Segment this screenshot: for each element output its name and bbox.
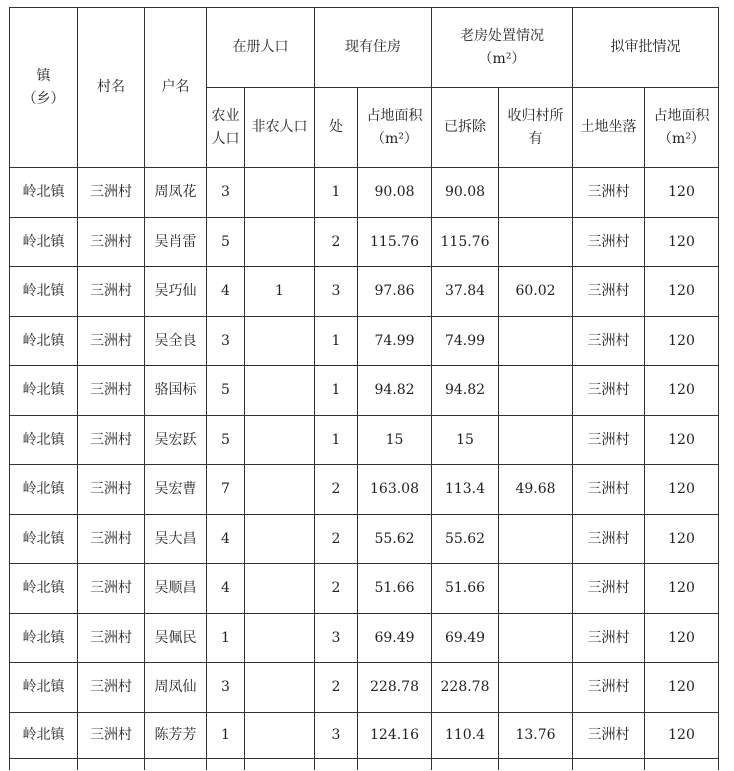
cell-reclaimed: 49.68 (499, 465, 573, 515)
header-reclaimed: 收归村所 有 (499, 88, 573, 168)
cell-land-location: 三洲村 (573, 267, 645, 317)
cell-land-location: 三洲村 (573, 465, 645, 515)
table-row (10, 564, 719, 614)
table-row (10, 663, 719, 713)
cell-land-location: 三洲村 (573, 316, 645, 366)
cell-demolished: 94.82 (432, 366, 499, 416)
cell-empty (245, 758, 315, 770)
cell-village: 三洲村 (78, 366, 145, 416)
cell-demolished: 37.84 (432, 267, 499, 317)
cell-town: 岭北镇 (10, 712, 78, 758)
cell-count: 2 (315, 514, 358, 564)
cell-demolished: 115.76 (432, 217, 499, 267)
cell-area: 94.82 (358, 366, 432, 416)
housing-table (9, 7, 719, 770)
cell-area: 55.62 (358, 514, 432, 564)
cell-land-location: 三洲村 (573, 366, 645, 416)
table-row (10, 415, 719, 465)
cell-demolished: 51.66 (432, 564, 499, 614)
cell-land-location: 三洲村 (573, 514, 645, 564)
header-current-housing: 现有住房 (315, 8, 432, 88)
cell-empty (573, 758, 645, 770)
cell-village: 三洲村 (78, 168, 145, 218)
cell-non-agricultural (245, 415, 315, 465)
header-count: 处 (315, 88, 358, 168)
header-approval: 拟审批情况 (573, 8, 719, 88)
table-row (10, 316, 719, 366)
cell-count: 2 (315, 663, 358, 713)
cell-non-agricultural (245, 712, 315, 758)
table-row (10, 217, 719, 267)
cell-household: 吴肖雷 (145, 217, 207, 267)
cell-approved-area: 120 (645, 217, 719, 267)
cell-land-location: 三洲村 (573, 168, 645, 218)
cell-household: 吴宏曹 (145, 465, 207, 515)
cell-village: 三洲村 (78, 613, 145, 663)
cell-approved-area: 120 (645, 712, 719, 758)
cell-household: 吴宏跃 (145, 415, 207, 465)
cell-land-location: 三洲村 (573, 217, 645, 267)
cell-demolished: 110.4 (432, 712, 499, 758)
cell-town: 岭北镇 (10, 514, 78, 564)
cell-agricultural: 4 (207, 267, 245, 317)
cell-reclaimed: 60.02 (499, 267, 573, 317)
table-row (10, 267, 719, 317)
cell-empty (645, 758, 719, 770)
cell-non-agricultural (245, 465, 315, 515)
cell-village: 三洲村 (78, 514, 145, 564)
cell-reclaimed (499, 663, 573, 713)
cell-land-location: 三洲村 (573, 613, 645, 663)
cell-count: 1 (315, 366, 358, 416)
header-household: 户名 (145, 8, 207, 168)
cell-demolished: 228.78 (432, 663, 499, 713)
header-row-1 (10, 8, 719, 88)
cell-town: 岭北镇 (10, 168, 78, 218)
cell-approved-area: 120 (645, 514, 719, 564)
cell-town: 岭北镇 (10, 613, 78, 663)
cell-village: 三洲村 (78, 267, 145, 317)
cell-agricultural: 4 (207, 564, 245, 614)
cell-reclaimed (499, 613, 573, 663)
cell-household: 吴巧仙 (145, 267, 207, 317)
cell-agricultural: 7 (207, 465, 245, 515)
cell-demolished: 74.99 (432, 316, 499, 366)
cell-count: 1 (315, 415, 358, 465)
cell-count: 3 (315, 613, 358, 663)
cell-approved-area: 120 (645, 663, 719, 713)
cell-count: 3 (315, 267, 358, 317)
cell-household: 周凤仙 (145, 663, 207, 713)
cell-area: 74.99 (358, 316, 432, 366)
cell-non-agricultural (245, 168, 315, 218)
header-demolished: 已拆除 (432, 88, 499, 168)
table-row-cutoff (10, 758, 719, 770)
cell-agricultural: 5 (207, 366, 245, 416)
cell-town: 岭北镇 (10, 663, 78, 713)
header-area: 占地面积 （m²） (358, 88, 432, 168)
cell-count: 1 (315, 168, 358, 218)
table-row (10, 712, 719, 758)
cell-household: 周凤花 (145, 168, 207, 218)
cell-empty (358, 758, 432, 770)
cell-town: 岭北镇 (10, 415, 78, 465)
cell-area: 124.16 (358, 712, 432, 758)
cell-village: 三洲村 (78, 316, 145, 366)
cell-reclaimed: 13.76 (499, 712, 573, 758)
cell-approved-area: 120 (645, 613, 719, 663)
table-row (10, 168, 719, 218)
cell-count: 1 (315, 316, 358, 366)
header-old-house-disposal: 老房处置情况 （m²） (432, 8, 573, 88)
cell-village: 三洲村 (78, 465, 145, 515)
header-land-location: 土地坐落 (573, 88, 645, 168)
cell-demolished: 55.62 (432, 514, 499, 564)
cell-approved-area: 120 (645, 316, 719, 366)
header-approved-area: 占地面积 （m²） (645, 88, 719, 168)
cell-demolished: 69.49 (432, 613, 499, 663)
cell-agricultural: 1 (207, 613, 245, 663)
cell-area: 228.78 (358, 663, 432, 713)
cell-non-agricultural (245, 564, 315, 614)
cell-reclaimed (499, 514, 573, 564)
cell-approved-area: 120 (645, 465, 719, 515)
cell-household: 吴大昌 (145, 514, 207, 564)
cell-town: 岭北镇 (10, 564, 78, 614)
cell-land-location: 三洲村 (573, 663, 645, 713)
cell-area: 163.08 (358, 465, 432, 515)
cell-reclaimed (499, 564, 573, 614)
cell-agricultural: 4 (207, 514, 245, 564)
cell-agricultural: 5 (207, 415, 245, 465)
cell-town: 岭北镇 (10, 217, 78, 267)
cell-reclaimed (499, 366, 573, 416)
cell-village: 三洲村 (78, 663, 145, 713)
cell-empty (145, 758, 207, 770)
cell-village: 三洲村 (78, 712, 145, 758)
cell-land-location: 三洲村 (573, 415, 645, 465)
table-row (10, 366, 719, 416)
cell-agricultural: 3 (207, 663, 245, 713)
cell-area: 69.49 (358, 613, 432, 663)
cell-count: 3 (315, 712, 358, 758)
header-agricultural: 农业 人口 (207, 88, 245, 168)
cell-count: 2 (315, 564, 358, 614)
cell-village: 三洲村 (78, 415, 145, 465)
cell-area: 15 (358, 415, 432, 465)
cell-non-agricultural (245, 514, 315, 564)
cell-approved-area: 120 (645, 415, 719, 465)
cell-household: 吴全良 (145, 316, 207, 366)
cell-demolished: 15 (432, 415, 499, 465)
cell-agricultural: 3 (207, 168, 245, 218)
cell-agricultural: 1 (207, 712, 245, 758)
cell-town: 岭北镇 (10, 267, 78, 317)
cell-empty (315, 758, 358, 770)
header-village: 村名 (78, 8, 145, 168)
cell-empty (78, 758, 145, 770)
cell-agricultural: 3 (207, 316, 245, 366)
cell-approved-area: 120 (645, 267, 719, 317)
cell-approved-area: 120 (645, 564, 719, 614)
cell-land-location: 三洲村 (573, 564, 645, 614)
header-registered-population: 在册人口 (207, 8, 315, 88)
cell-land-location: 三洲村 (573, 712, 645, 758)
cell-household: 骆国标 (145, 366, 207, 416)
cell-empty (432, 758, 499, 770)
cell-non-agricultural (245, 217, 315, 267)
cell-area: 90.08 (358, 168, 432, 218)
cell-area: 97.86 (358, 267, 432, 317)
cell-town: 岭北镇 (10, 316, 78, 366)
cell-town: 岭北镇 (10, 366, 78, 416)
cell-reclaimed (499, 316, 573, 366)
cell-count: 2 (315, 217, 358, 267)
table-header (10, 8, 719, 168)
cell-household: 陈芳芳 (145, 712, 207, 758)
cell-non-agricultural (245, 663, 315, 713)
cell-empty (207, 758, 245, 770)
cell-demolished: 90.08 (432, 168, 499, 218)
cell-empty (499, 758, 573, 770)
cell-demolished: 113.4 (432, 465, 499, 515)
cell-household: 吴顺昌 (145, 564, 207, 614)
cell-reclaimed (499, 217, 573, 267)
cell-area: 115.76 (358, 217, 432, 267)
cell-household: 吴佩民 (145, 613, 207, 663)
table-row (10, 613, 719, 663)
document-page (9, 7, 719, 770)
cell-village: 三洲村 (78, 564, 145, 614)
table-row (10, 465, 719, 515)
cell-reclaimed (499, 415, 573, 465)
cell-non-agricultural (245, 613, 315, 663)
cell-area: 51.66 (358, 564, 432, 614)
cell-village: 三洲村 (78, 217, 145, 267)
header-non-agricultural: 非农人口 (245, 88, 315, 168)
table-body (10, 168, 719, 771)
cell-non-agricultural (245, 366, 315, 416)
cell-count: 2 (315, 465, 358, 515)
cell-approved-area: 120 (645, 366, 719, 416)
cell-non-agricultural (245, 316, 315, 366)
cell-non-agricultural: 1 (245, 267, 315, 317)
cell-approved-area: 120 (645, 168, 719, 218)
cell-town: 岭北镇 (10, 465, 78, 515)
cell-agricultural: 5 (207, 217, 245, 267)
cell-reclaimed (499, 168, 573, 218)
header-town: 镇 （乡） (10, 8, 78, 168)
table-row (10, 514, 719, 564)
cell-empty (10, 758, 78, 770)
